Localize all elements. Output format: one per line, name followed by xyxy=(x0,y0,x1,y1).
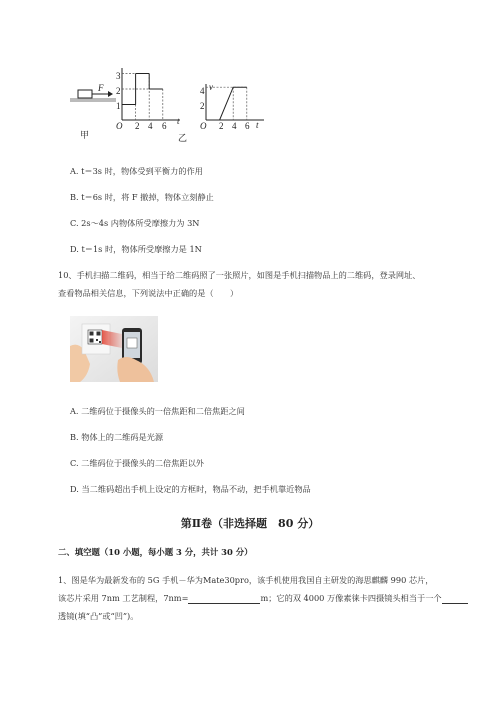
ground-surface xyxy=(70,98,116,102)
ft-xtick-6: 6 xyxy=(162,121,167,131)
vt-xtick-2: 2 xyxy=(219,121,224,131)
q1-line2 xyxy=(58,593,468,604)
ft-origin: O xyxy=(116,121,123,131)
qr-code xyxy=(88,330,102,344)
vt-xtick-6: 6 xyxy=(245,121,250,131)
ft-ytick-1: 1 xyxy=(116,101,121,111)
ft-xtick-2: 2 xyxy=(135,121,140,131)
q9-option-c: C. 2s～4s 内物体所受摩擦力为 3N xyxy=(70,218,200,228)
section2-title: 二、填空题（10 小题，每小题 3 分，共计 30 分） xyxy=(58,547,253,557)
q10-option-c: C. 二维码位于摄像头的二倍焦距以外 xyxy=(70,458,204,468)
vt-y-axis-label: v xyxy=(209,82,213,92)
q10-option-b: B. 物体上的二维码是光源 xyxy=(70,432,164,442)
part2-heading: 第Ⅱ卷（非选择题 80 分） xyxy=(180,517,320,530)
q10-option-a: A. 二维码位于摄像头的一倍焦距和二倍焦距之间 xyxy=(70,406,245,416)
phone-scanning-qr-photo xyxy=(70,316,158,382)
ft-ytick-2: 2 xyxy=(116,86,121,96)
vt-ytick-2: 2 xyxy=(200,101,205,111)
ft-xtick-4: 4 xyxy=(148,121,153,131)
q10-stem-line2: 查看物品相关信息，下列说法中正确的是（ ） xyxy=(58,288,239,298)
vt-velocity-line xyxy=(206,87,247,120)
vt-x-axis-label: t xyxy=(256,120,259,130)
vt-ytick-4: 4 xyxy=(200,86,205,96)
q9-option-a: A. t＝3s 时，物体受到平衡力的作用 xyxy=(70,166,203,176)
q10-option-d: D. 当二维码超出手机上设定的方框时，物品不动，把手机靠近物品 xyxy=(70,484,311,494)
block xyxy=(78,90,92,98)
q9-option-b: B. t＝6s 时，将 F 撤掉，物体立刻静止 xyxy=(70,192,214,202)
ft-ytick-3: 3 xyxy=(116,71,121,81)
q1-line2-part-a: 该芯片采用 7nm 工艺制程，7nm= xyxy=(58,593,189,603)
q1-line1: 1、图是华为最新发布的 5G 手机－华为Mate30pro，该手机使用我国自主研发的海思麒麟 990 芯片， xyxy=(58,575,434,585)
force-label: F xyxy=(98,83,104,93)
vt-origin: O xyxy=(200,121,207,131)
q1-line2-part-b: m；它的双 4000 万像素徕卡四摄镜头相当于一个 xyxy=(260,593,442,603)
q10-stem-line1: 10、手机扫描二维码，相当于给二维码照了一张照片，如图是手机扫描物品上的二维码，登录网址、 xyxy=(58,270,421,280)
q1-line3: 透镜(填“凸”或“凹”)。 xyxy=(58,611,139,621)
q1-blank-2[interactable] xyxy=(442,595,468,604)
vt-xtick-4: 4 xyxy=(232,121,237,131)
q9-option-d: D. t＝1s 时，物体所受摩擦力是 1N xyxy=(70,244,202,254)
q1-blank-1[interactable] xyxy=(188,595,260,604)
figure-jia-caption: 甲 xyxy=(80,130,90,140)
figure-yi-caption: 乙 xyxy=(178,133,188,143)
ft-x-axis-label: t xyxy=(177,116,180,126)
force-time-graph xyxy=(112,66,184,128)
